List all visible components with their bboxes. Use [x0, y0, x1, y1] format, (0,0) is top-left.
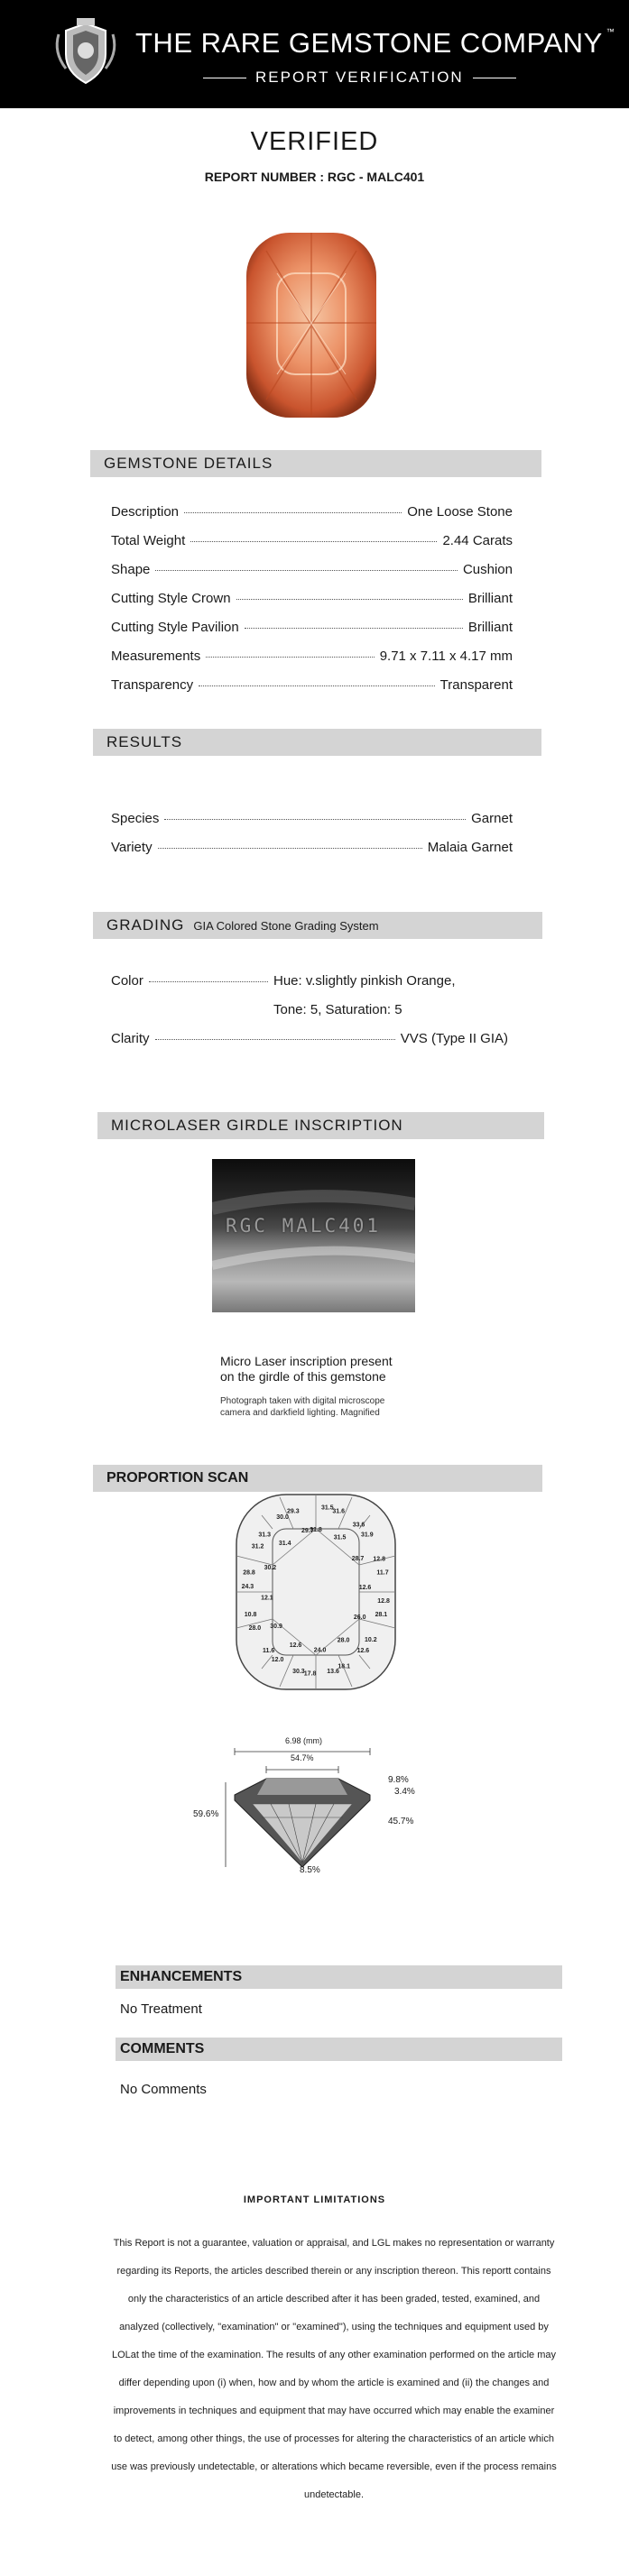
facet-angle-label: 31.2 — [251, 1543, 264, 1550]
inscription-note-2: camera and darkfield lighting. Magnified — [220, 1408, 380, 1418]
dot-leader — [164, 819, 466, 820]
facet-angle-label: 12.6 — [289, 1642, 302, 1649]
facet-angle-label: 31.5 — [320, 1504, 334, 1512]
proportion-table-pct: 54.7% — [291, 1753, 314, 1762]
dot-leader — [206, 657, 374, 658]
facet-angle-label: 28.0 — [248, 1624, 262, 1632]
gemstone_details-value: Brilliant — [467, 620, 513, 635]
gemstone_details-row — [111, 677, 513, 693]
dot-leader — [158, 848, 422, 849]
proportion-top-view — [217, 1475, 415, 1709]
facet-angle-label: 30.2 — [264, 1565, 277, 1571]
gemstone_details-value: 9.71 x 7.11 x 4.17 mm — [379, 649, 513, 664]
facet-angle-label: 28.8 — [243, 1569, 255, 1577]
facet-angle-label: 30.0 — [276, 1513, 289, 1521]
proportion-girdle-pct: 3.4% — [394, 1787, 415, 1797]
gemstone_details-row — [111, 533, 513, 548]
gemstone_details-label: Description — [111, 504, 180, 520]
facet-angle-label: 11.6 — [262, 1648, 275, 1655]
crest-icon — [50, 16, 122, 88]
gemstone-details-header: GEMSTONE DETAILS — [90, 450, 541, 477]
facet-angle-label: 11.7 — [376, 1569, 389, 1577]
dot-leader — [155, 570, 458, 571]
facet-angle-label: 31.4 — [278, 1540, 291, 1547]
results-label: Species — [111, 811, 160, 826]
report-verification-subtitle: REPORT VERIFICATION — [194, 69, 525, 87]
gemstone_details-label: Transparency — [111, 677, 194, 693]
facet-angle-label: 17.8 — [303, 1670, 317, 1678]
gemstone_details-label: Cutting Style Pavilion — [111, 620, 239, 635]
facet-angle-label: 28.1 — [375, 1612, 388, 1619]
color-value-tone: Tone: 5, Saturation: 5 — [273, 1002, 402, 1017]
enhancements-value: No Treatment — [120, 2001, 202, 2017]
facet-angle-label: 31.5 — [333, 1534, 347, 1541]
report-header — [0, 0, 629, 108]
dot-leader — [199, 685, 435, 686]
facet-angle-label: 30.9 — [270, 1623, 282, 1630]
gemstone_details-label: Shape — [111, 562, 151, 577]
gemstone_details-label: Total Weight — [111, 533, 186, 548]
gemstone_details-row — [111, 649, 513, 664]
dot-leader — [190, 541, 437, 542]
important-limitations-title: IMPORTANT LIMITATIONS — [243, 2194, 386, 2205]
inscription-note-1: Photograph taken with digital microscope — [220, 1396, 385, 1406]
gemstone_details-row — [111, 620, 513, 635]
dot-leader — [184, 512, 402, 513]
results-header: RESULTS — [93, 729, 541, 756]
facet-angle-label: 26.0 — [353, 1615, 366, 1622]
verified-status: VERIFIED — [250, 127, 379, 156]
company-name: THE RARE GEMSTONE COMPANY ™ — [135, 27, 615, 59]
proportion-depth-pct: 59.6% — [193, 1809, 219, 1819]
gemstone_details-label: Measurements — [111, 649, 201, 664]
facet-angle-label: 12.8 — [377, 1597, 390, 1605]
gemstone_details-value: Transparent — [439, 677, 513, 693]
dot-leader — [245, 628, 463, 629]
gemstone_details-value: Brilliant — [467, 591, 513, 606]
important-limitations-text: This Report is not a guarantee, valuation or appraisal, and LGL makes no representation or warranty regarding its Reports, the articles described therein or any inscription thereon. This reportt contains only the characteristics of an article described after it has been graded, tested, examined, and analyzed (collectively, "examination" or "examined"), using the techniques and equipment used by LOLat the time of the examination. The results of any other examination performed on the article may differ depending upon (i) when, how and by whom the article is examined and (ii) the changes and improvements in techniques and equipment that may have occurred which may enable the examiner to detect, among other things, the use of processes for altering the characteristics of an article which use was previously undetectable, or alterations which became reversible, even if the process remains undetectable. — [111, 2238, 557, 2500]
gemstone_details-value: Cushion — [462, 562, 513, 577]
proportion-scan-header: PROPORTION SCAN — [93, 1465, 542, 1492]
facet-angle-label: 24.3 — [241, 1584, 254, 1591]
gemstone_details-value: 2.44 Carats — [442, 533, 513, 548]
inscription-caption-1: Micro Laser inscription present — [220, 1354, 393, 1368]
facet-angle-label: 12.6 — [358, 1585, 372, 1592]
gemstone_details-row — [111, 504, 513, 520]
facet-angle-label: 30.3 — [292, 1668, 305, 1675]
facet-angle-label: 29.7 — [301, 1528, 314, 1534]
color-value-hue: Hue: v.slightly pinkish Orange, — [273, 973, 456, 989]
dot-leader — [236, 599, 463, 600]
facet-angle-label: 12.0 — [271, 1657, 284, 1663]
facet-angle-label: 31.3 — [258, 1532, 272, 1539]
results-row — [111, 840, 513, 855]
facet-angle-label: 31.6 — [332, 1508, 346, 1515]
facet-angle-label: 33.6 — [352, 1522, 365, 1529]
inscription-photo — [212, 1159, 415, 1312]
facet-angle-label: 31.9 — [360, 1532, 374, 1539]
inscription-header: MICROLASER GIRDLE INSCRIPTION — [97, 1112, 544, 1139]
grading-header: GRADING GIA Colored Stone Grading System — [93, 912, 542, 939]
facet-angle-label: 18.1 — [338, 1663, 351, 1670]
facet-angle-label: 12.8 — [373, 1556, 386, 1563]
proportion-culet-pct: 8.5% — [300, 1865, 320, 1875]
enhancements-header: ENHANCEMENTS — [116, 1965, 562, 1989]
results-value: Malaia Garnet — [427, 840, 513, 855]
facet-angle-label: 12.1 — [261, 1595, 273, 1602]
results-row — [111, 811, 513, 826]
results-label: Variety — [111, 840, 153, 855]
facet-angle-label: 24.0 — [313, 1647, 327, 1654]
facet-angle-label: 29.3 — [286, 1508, 300, 1515]
gemstone-photo — [239, 228, 384, 422]
proportion-pavilion-pct: 45.7% — [388, 1817, 414, 1826]
facet-angle-label: 10.2 — [364, 1637, 377, 1644]
facet-angle-label: 28.0 — [337, 1637, 350, 1644]
proportion-width: 6.98 (mm) — [285, 1736, 323, 1745]
facet-angle-label: 28.7 — [351, 1555, 365, 1562]
gemstone_details-label: Cutting Style Crown — [111, 591, 231, 606]
facet-angle-label: 10.8 — [244, 1612, 257, 1619]
gemstone_details-row — [111, 591, 513, 606]
comments-header: COMMENTS — [116, 2038, 562, 2061]
inscription-caption-2: on the girdle of this gemstone — [220, 1369, 386, 1384]
proportion-crown-pct: 9.8% — [388, 1775, 409, 1785]
comments-value: No Comments — [120, 2082, 207, 2097]
gemstone_details-row — [111, 562, 513, 577]
color-row: Color — [111, 973, 273, 989]
results-value: Garnet — [471, 811, 513, 826]
facet-angle-label: 13.6 — [327, 1668, 339, 1675]
inscription-text: RGC MALC401 — [226, 1215, 382, 1237]
gemstone_details-value: One Loose Stone — [407, 504, 513, 520]
facet-angle-label: 31.8 — [310, 1527, 322, 1533]
facet-angle-label: 12.6 — [356, 1648, 370, 1655]
report-number: REPORT NUMBER : RGC - MALC401 — [204, 170, 425, 184]
clarity-row: Clarity VVS (Type II GIA) — [111, 1031, 508, 1046]
